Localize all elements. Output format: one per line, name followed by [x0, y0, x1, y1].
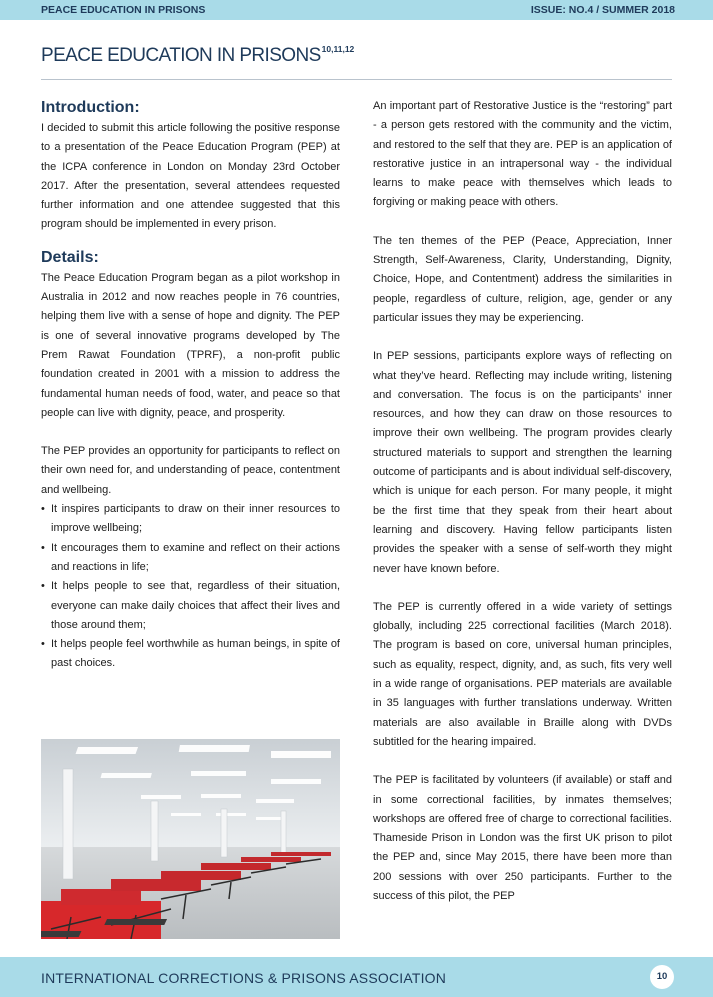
benefit-item: • It helps people to see that, regardless of their situation, everyone can make daily choices that affect their lives and those around them; [41, 577, 340, 635]
article-title-text: PEACE EDUCATION IN PRISONS [41, 45, 321, 66]
article-title [41, 44, 354, 67]
right-paragraph-5: The PEP is facilitated by volunteers (if available) or staff and in some correctional facilities, by inmates themselves; workshops are offered free of charge to correctional facilities. Thameside Prison in London was the first UK prison to pilot the PEP and, since May 2015, there have been more than 200 sessions with over 250 participants. Further to the success of this pilot, the PEP [373, 774, 672, 902]
right-paragraph-1: An important part of Restorative Justice is the “restoring” part - a person gets restored with the community and the victim, and restored to the self that they are. PEP is an application of restorative justice in an intrapersonal way - the individual learns to make peace with themselves which leads to forgiving or making peace with others. [373, 100, 672, 209]
title-footnote-refs: 10,11,12 [321, 44, 355, 54]
header-section-title: PEACE EDUCATION IN PRISONS [41, 4, 206, 16]
details-paragraph-2: The PEP provides an opportunity for participants to reflect on their own need for, and understanding of peace, contentment and wellbeing. [41, 445, 340, 496]
benefit-item: • It helps people feel worthwhile as human beings, in spite of past choices. [41, 635, 340, 674]
classroom-photo [41, 739, 340, 939]
introduction-paragraph: I decided to submit this article following the positive response to a presentation of the Peace Education Program (PEP) at the ICPA conference in London on Monday 23rd October 2017. After the presentation, several attendees requested further information and one attendee suggested that this program should be implemented in every prison. [41, 122, 340, 231]
benefits-list [41, 500, 340, 674]
header-issue: ISSUE: NO.4 / SUMMER 2018 [530, 4, 675, 16]
footer-bar [0, 957, 713, 997]
title-divider [41, 79, 672, 80]
page-number: 10 [650, 965, 674, 989]
benefit-item: • It inspires participants to draw on their inner resources to improve wellbeing; [41, 500, 340, 539]
benefit-item: • It encourages them to examine and reflect on their actions and reactions in life; [41, 539, 340, 578]
right-paragraph-2: The ten themes of the PEP (Peace, Appreciation, Inner Strength, Self-Awareness, Clarity, Understanding, Dignity, Choice, Hope, and Contentment) address the similarities in people, regardless of culture, religion, age, gender or any particular issues they may be experiencing. [373, 234, 672, 324]
footer-organization: INTERNATIONAL CORRECTIONS & PRISONS ASSOCIATION [41, 970, 447, 986]
introduction-heading: Introduction: [41, 99, 140, 116]
left-column [41, 97, 340, 674]
right-paragraph-4: The PEP is currently offered in a wide variety of settings globally, including 225 correctional facilities (March 2018). The program is based on core, universal human principles, such as equality, respect, dignity, and, as such, fits very well in a wide range of organisations. PEP materials are available in 35 languages with further translations underway. Written materials are also available in Braille along with DVDs subtitled for the hearing impaired. [373, 600, 672, 748]
header-bar [0, 0, 713, 20]
details-paragraph-1: The Peace Education Program began as a pilot workshop in Australia in 2012 and now reaches people in 76 countries, helping them live with a sense of hope and dignity. The PEP is one of several innovative programs developed by The Prem Rawat Foundation (TPRF), a non-profit public foundation created in 2001 with a mission to address the fundamental human needs of food, water, and peace so that people can live with dignity, peace, and prosperity. [41, 271, 340, 419]
classroom-photo-illustration [41, 739, 340, 939]
right-column [373, 97, 672, 906]
details-heading: Details: [41, 248, 99, 266]
right-paragraph-3: In PEP sessions, participants explore ways of reflecting on what they’ve heard. Reflecting may include writing, listening and conversation. The focus is on the participants’ inner resources, and how they can draw on those resources to improve their own wellbeing. The program provides clearly structured materials to support and strengthen the learning outcome of participants and is about individual self-discovery, which is unique for each person. For many people, it might be the first time that they speak from their heart about learning and discovery. Having fellow participants listen provides the speaker with a sense of self-worth they might never have known before. [373, 350, 672, 575]
